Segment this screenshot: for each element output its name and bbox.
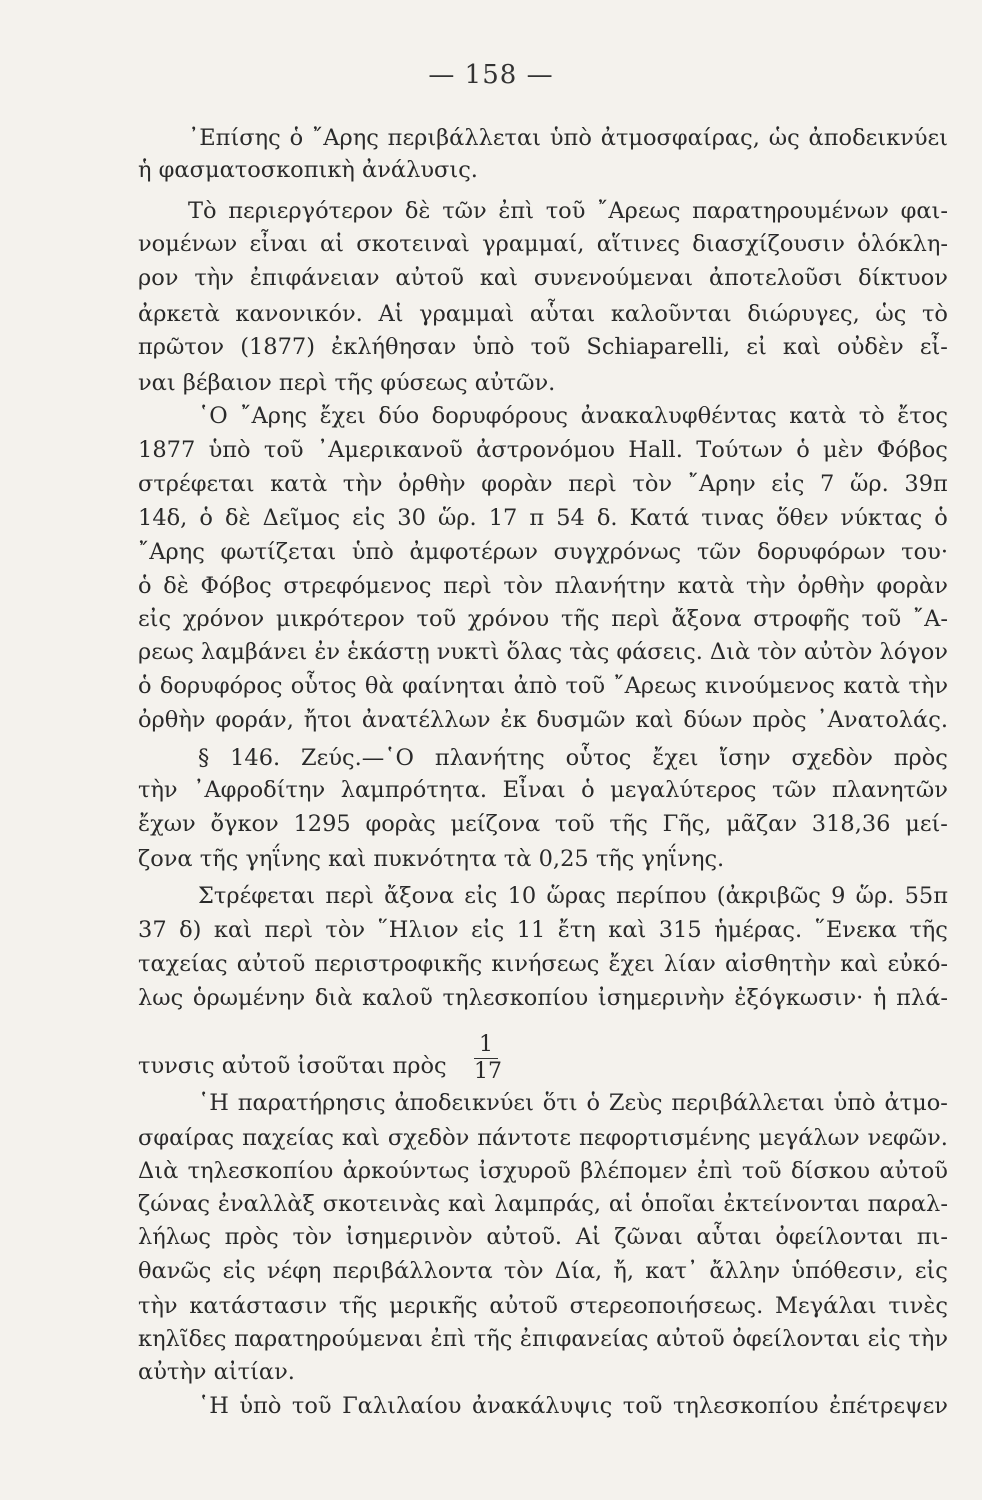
text-line: ζονα τῆς γηΐνης καὶ πυκνότητα τὰ 0,25 τῆς γηΐνης. — [138, 846, 725, 872]
text-line: ἡ φασματοσκοπικὴ ἀνάλυσις. — [138, 157, 478, 183]
text-line: πρῶτον (1877) ἐκλήθησαν ὑπὸ τοῦ Schiaparelli, εἰ καὶ οὐδὲν εἶ- — [138, 334, 948, 360]
text-line: τὴν κατάστασιν τῆς μερικῆς αὐτοῦ στερεοποιήσεως. Μεγάλαι τινὲς — [138, 1293, 948, 1319]
text-line: σφαίρας παχείας καὶ σχεδὸν πάντοτε πεφορτισμένης μεγάλων νεφῶν. — [138, 1125, 948, 1151]
text-line: λήλως πρὸς τὸν ἰσημερινὸν αὐτοῦ. Αἱ ζῶναι αὗται ὀφείλονται πι- — [138, 1224, 948, 1250]
text-line: § 146. Ζεύς.—῾Ο πλανήτης οὗτος ἔχει ἴσην σχεδὸν πρὸς — [198, 745, 948, 771]
text-line: ῾Ο ῎Αρης ἔχει δύο δορυφόρους ἀνακαλυφθέντας κατὰ τὸ ἔτος — [198, 403, 948, 429]
text-line: ᾽Επίσης ὁ ῎Αρης περιβάλλεται ὑπὸ ἀτμοσφαίρας, ὡς ἀποδεικνύει — [188, 125, 948, 151]
text-line: κηλῖδες παρατηρούμεναι ἐπὶ τῆς ἐπιφανείας αὐτοῦ ὀφείλονται εἰς τὴν — [138, 1326, 948, 1352]
text-line: ἔχων ὄγκον 1295 φορὰς μείζονα τοῦ τῆς Γῆς, μᾶζαν 318,36 μεί- — [138, 811, 948, 837]
text-line: Στρέφεται περὶ ἄξονα εἰς 10 ὥρας περίπου (ἀκριβῶς 9 ὥρ. 55π — [198, 883, 948, 909]
fraction-denominator: 17 — [474, 1059, 502, 1084]
text-line: ζώνας ἐναλλὰξ σκοτεινὰς καὶ λαμπράς, αἱ ὁποῖαι ἐκτείνονται παραλ- — [138, 1191, 948, 1217]
text-line: ῎Αρης φωτίζεται ὑπὸ ἀμφοτέρων συγχρόνως τῶν δορυφόρων του· — [138, 539, 948, 565]
text-line: θανῶς εἰς νέφη περιβάλλοντα τὸν Δία, ἤ, κατ᾽ ἄλλην ὑπόθεσιν, εἰς — [138, 1258, 948, 1284]
text-line: λως ὁρωμένην διὰ καλοῦ τηλεσκοπίου ἰσημερινὴν ἐξόγκωσιν· ἡ πλά- — [138, 985, 948, 1011]
text-line: τυνσις αὐτοῦ ἰσοῦται πρὸς — [138, 1053, 447, 1079]
fraction-numerator: 1 — [474, 1032, 498, 1059]
text-line: ρον τὴν ἐπιφάνειαν αὐτοῦ καὶ συνενούμεναι ἀποτελοῦσι δίκτυον — [138, 265, 948, 291]
text-line: ῾Η παρατήρησις ἀποδεικνύει ὅτι ὁ Ζεὺς περιβάλλεται ὑπὸ ἀτμο- — [198, 1090, 948, 1116]
text-line: 14δ, ὁ δὲ Δεῖμος εἰς 30 ὥρ. 17 π 54 δ. Κατά τινας ὅθεν νύκτας ὁ — [138, 505, 948, 531]
text-line: ὀρθὴν φοράν, ἤτοι ἀνατέλλων ἐκ δυσμῶν καὶ δύων πρὸς ᾽Ανατολάς. — [138, 707, 948, 733]
text-line: Διὰ τηλεσκοπίου ἀρκούντως ἰσχυροῦ βλέπομεν ἐπὶ τοῦ δίσκου αὐτοῦ — [138, 1158, 948, 1184]
text-line: 37 δ) καὶ περὶ τὸν ῞Ηλιον εἰς 11 ἔτη καὶ 315 ἡμέρας. ῞Ενεκα τῆς — [138, 917, 948, 943]
text-line: αὐτὴν αἰτίαν. — [138, 1359, 295, 1385]
text-line: ὁ δὲ Φόβος στρεφόμενος περὶ τὸν πλανήτην κατὰ τὴν ὀρθὴν φορὰν — [138, 573, 948, 599]
text-line: 1877 ὑπὸ τοῦ ᾽Αμερικανοῦ ἀστρονόμου Hall. Τούτων ὁ μὲν Φόβος — [138, 437, 948, 463]
text-line: νομένων εἶναι αἱ σκοτειναὶ γραμμαί, αἵτινες διασχίζουσιν ὁλόκλη- — [138, 231, 948, 257]
text-line: στρέφεται κατὰ τὴν ὀρθὴν φορὰν περὶ τὸν ῎Αρην εἰς 7 ὥρ. 39π — [138, 471, 948, 497]
text-line: ὁ δορυφόρος οὗτος θὰ φαίνηται ἀπὸ τοῦ ῎Αρεως κινούμενος κατὰ τὴν — [138, 673, 948, 699]
text-line: ἀρκετὰ κανονικόν. Αἱ γραμμαὶ αὗται καλοῦνται διώρυγες, ὡς τὸ — [138, 301, 948, 327]
page-number: — 158 — — [428, 60, 554, 90]
text-line: τὴν ᾽Αφροδίτην λαμπρότητα. Εἶναι ὁ μεγαλύτερος τῶν πλανητῶν — [138, 777, 948, 803]
text-line: Τὸ περιεργότερον δὲ τῶν ἐπὶ τοῦ ῎Αρεως παρατηρουμένων φαι- — [188, 198, 948, 224]
flattening-fraction — [474, 1032, 502, 1085]
text-line: ῾Η ὑπὸ τοῦ Γαλιλαίου ἀνακάλυψις τοῦ τηλεσκοπίου ἐπέτρεψεν — [198, 1393, 948, 1419]
text-line: εἰς χρόνον μικρότερον τοῦ χρόνου τῆς περὶ ἄξονα στροφῆς τοῦ ῎Α- — [138, 606, 948, 632]
text-line: ταχείας αὐτοῦ περιστροφικῆς κινήσεως ἔχει λίαν αἰσθητὴν καὶ εὐκό- — [138, 951, 948, 977]
text-line: ναι βέβαιον περὶ τῆς φύσεως αὐτῶν. — [138, 370, 556, 396]
text-line: ρεως λαμβάνει ἐν ἑκάστῃ νυκτὶ ὅλας τὰς φάσεις. Διὰ τὸν αὐτὸν λόγον — [138, 639, 948, 665]
